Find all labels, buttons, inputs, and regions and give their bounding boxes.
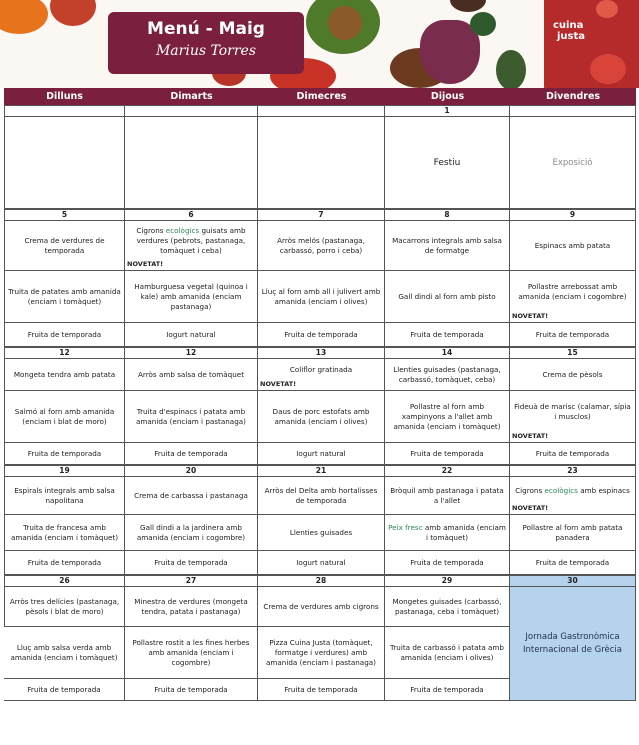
first-course: Arròs amb salsa de tomàquet xyxy=(125,359,258,391)
dessert: Fruita de temporada xyxy=(510,443,636,465)
dessert: Iogurt natural xyxy=(258,443,385,465)
week-1-meals xyxy=(4,117,636,209)
second-course: Daus de porc estofats amb amanida (enciam i olives) xyxy=(258,391,385,443)
day-number: 29 xyxy=(385,575,510,587)
first-course: Llenties guisades (pastanaga, carbassó, tomàquet, ceba) xyxy=(385,359,510,391)
weekday-friday: Divendres xyxy=(545,91,601,102)
first-course xyxy=(258,359,385,391)
weekday-tuesday: Dimarts xyxy=(170,91,213,102)
second-course-text: Fideuà de marisc (calamar, sípia i musclos) xyxy=(514,402,631,421)
week-2 xyxy=(4,209,636,221)
second-course: Gall dindi a la jardinera amb amanida (enciam i cogombre) xyxy=(125,515,258,551)
first-course: Crema de verdures de temporada xyxy=(4,221,125,271)
second-course: Pizza Cuina Justa (tomàquet, formatge i verdures) amb amanida (enciam i pastanaga) xyxy=(258,627,385,679)
second-course: Truita de carbassó i patata amb amanida (enciam i olives) xyxy=(385,627,510,679)
first-course: Arròs del Delta amb hortalisses de temporada xyxy=(258,477,385,515)
dessert: Iogurt natural xyxy=(125,323,258,347)
day-number: 13 xyxy=(258,347,385,359)
novetat-badge: NOVETAT! xyxy=(512,432,549,440)
highlight-word: Peix fresc xyxy=(388,522,423,532)
day-number: 1 xyxy=(385,105,510,117)
day-number: 30 xyxy=(510,575,636,587)
first-course xyxy=(125,221,258,271)
second-course: Pollastre al forn amb patata panadera xyxy=(510,515,636,551)
page-title: Menú - Maig xyxy=(147,19,265,39)
zucchini-icon xyxy=(496,50,526,88)
dessert: Fruita de temporada xyxy=(510,323,636,347)
small-tomato-icon xyxy=(596,0,618,18)
dessert: Fruita de temporada xyxy=(125,679,258,701)
dessert: Fruita de temporada xyxy=(125,551,258,575)
novetat-badge: NOVETAT! xyxy=(512,504,549,512)
week-1 xyxy=(4,105,636,117)
day-number: 19 xyxy=(4,465,125,477)
first-course: Arròs tres delícies (pastanaga, pèsols i blat de moro) xyxy=(4,587,125,627)
dessert: Fruita de temporada xyxy=(125,443,258,465)
tomato-icon xyxy=(50,0,96,26)
page-subtitle: Marius Torres xyxy=(155,43,257,59)
novetat-badge: NOVETAT! xyxy=(127,260,164,268)
first-course xyxy=(510,477,636,515)
day-number: 27 xyxy=(125,575,258,587)
novetat-badge: NOVETAT! xyxy=(260,380,297,388)
first-course-text: Coliflor gratinada xyxy=(289,365,353,374)
second-course: Lluç al forn amb all i julivert amb amanida (enciam i olives) xyxy=(258,271,385,323)
weekday-thursday: Dijous xyxy=(430,91,465,102)
first-course-text: Cigrons ecològics amb espinacs xyxy=(515,486,630,495)
dessert: Fruita de temporada xyxy=(258,323,385,347)
highlight-word: ecològics xyxy=(165,226,200,235)
logo-line-1: cuina xyxy=(553,20,584,31)
green-olive-icon xyxy=(470,12,496,36)
first-course: Crema de verdures amb cigrons xyxy=(258,587,385,627)
day-number xyxy=(258,105,385,117)
first-course: Espinacs amb patata xyxy=(510,221,636,271)
day-number: 12 xyxy=(4,347,125,359)
dessert: Fruita de temporada xyxy=(385,679,510,701)
week-5-meals xyxy=(4,587,636,701)
second-course xyxy=(385,515,510,551)
menu-title-box xyxy=(108,12,304,74)
day-number xyxy=(510,105,636,117)
first-course: Minestra de verdures (mongeta tendra, patata i pastanaga) xyxy=(125,587,258,627)
first-course: Crema de carbassa i pastanaga xyxy=(125,477,258,515)
meal-cell xyxy=(258,117,385,209)
dessert: Fruita de temporada xyxy=(4,323,125,347)
second-course xyxy=(510,271,636,323)
day-number: 6 xyxy=(125,209,258,221)
first-course-text: Cigrons ecològics guisats amb verdures (pebrots, pastanaga, tomàquet i ceba) xyxy=(136,226,246,255)
dessert: Fruita de temporada xyxy=(385,551,510,575)
day-number xyxy=(4,105,125,117)
first-course: Mongetes guisades (carbassó, pastanaga, ceba i tomàquet) xyxy=(385,587,510,627)
second-course: Hamburguesa vegetal (quinoa i kale) amb amanida (enciam pastanaga) xyxy=(125,271,258,323)
dark-vegetable-icon xyxy=(450,0,486,12)
day-number: 7 xyxy=(258,209,385,221)
weekday-wednesday: Dimecres xyxy=(296,91,347,102)
weekday-header xyxy=(4,88,636,105)
weekday-monday: Dilluns xyxy=(46,91,83,102)
cherry-tomato-icon xyxy=(590,54,626,84)
first-course: Arròs melós (pastanaga, carbassó, porro i ceba) xyxy=(258,221,385,271)
cuina-justa-logo xyxy=(553,20,585,42)
logo-line-2: justa xyxy=(557,31,586,42)
second-course-text: Peix fresc amb amanida (enciam i tomàquet) xyxy=(388,522,506,542)
day-number: 28 xyxy=(258,575,385,587)
second-course: Truita de patates amb amanida (enciam i tomàquet) xyxy=(4,271,125,323)
dessert: Fruita de temporada xyxy=(258,679,385,701)
week-3 xyxy=(4,347,636,359)
orange-vegetable-icon xyxy=(0,0,48,34)
day-number: 9 xyxy=(510,209,636,221)
day-number: 15 xyxy=(510,347,636,359)
second-course xyxy=(510,391,636,443)
second-course: Salmó al forn amb amanida (enciam i blat de moro) xyxy=(4,391,125,443)
menu-grid xyxy=(4,105,636,701)
dessert: Fruita de temporada xyxy=(385,323,510,347)
avocado-seed-icon xyxy=(328,6,362,40)
dessert: Fruita de temporada xyxy=(510,551,636,575)
first-course: Bròquil amb pastanaga i patata a l'allet xyxy=(385,477,510,515)
meal-cell xyxy=(4,117,125,209)
first-course: Macarrons integrals amb salsa de formatge xyxy=(385,221,510,271)
dessert: Fruita de temporada xyxy=(4,551,125,575)
greek-food-day: Jornada Gastronòmica Internacional de Grècia xyxy=(510,587,636,701)
novetat-badge: NOVETAT! xyxy=(512,312,549,320)
exposicio-label: Exposició xyxy=(510,117,636,209)
second-course: Truita d'espinacs i patata amb amanida (enciam i pastanaga) xyxy=(125,391,258,443)
dessert: Fruita de temporada xyxy=(4,679,125,701)
day-number: 26 xyxy=(4,575,125,587)
day-number: 14 xyxy=(385,347,510,359)
week-4 xyxy=(4,465,636,477)
header-banner xyxy=(0,0,639,88)
second-course: Truita de francesa amb amanida (enciam i tomàquet) xyxy=(4,515,125,551)
first-course: Mongeta tendra amb patata xyxy=(4,359,125,391)
dessert: Iogurt natural xyxy=(258,551,385,575)
day-number: 8 xyxy=(385,209,510,221)
second-course: Lluç amb salsa verda amb amanida (enciam i tomàquet) xyxy=(4,627,125,679)
day-number: 22 xyxy=(385,465,510,477)
day-number: 21 xyxy=(258,465,385,477)
first-course: Crema de pèsols xyxy=(510,359,636,391)
second-course: Llenties guisades xyxy=(258,515,385,551)
dessert: Fruita de temporada xyxy=(385,443,510,465)
day-number xyxy=(125,105,258,117)
day-number: 5 xyxy=(4,209,125,221)
meal-cell xyxy=(125,117,258,209)
holiday-label: Festiu xyxy=(385,117,510,209)
second-course: Pollastre rostit a les fines herbes amb amanida (enciam i cogombre) xyxy=(125,627,258,679)
first-course: Espirals integrals amb salsa napolitana xyxy=(4,477,125,515)
dessert: Fruita de temporada xyxy=(4,443,125,465)
day-number: 12 xyxy=(125,347,258,359)
second-course-text: Pollastre arrebossat amb amanida (enciam i cogombre) xyxy=(518,282,627,301)
day-number: 23 xyxy=(510,465,636,477)
day-number: 20 xyxy=(125,465,258,477)
second-course: Pollastre al forn amb xampinyons a l'allet amb amanida (enciam i tomàquet) xyxy=(385,391,510,443)
week-5 xyxy=(4,575,636,587)
highlight-word: ecològics xyxy=(544,486,578,495)
second-course: Gall dindi al forn amb pisto xyxy=(385,271,510,323)
